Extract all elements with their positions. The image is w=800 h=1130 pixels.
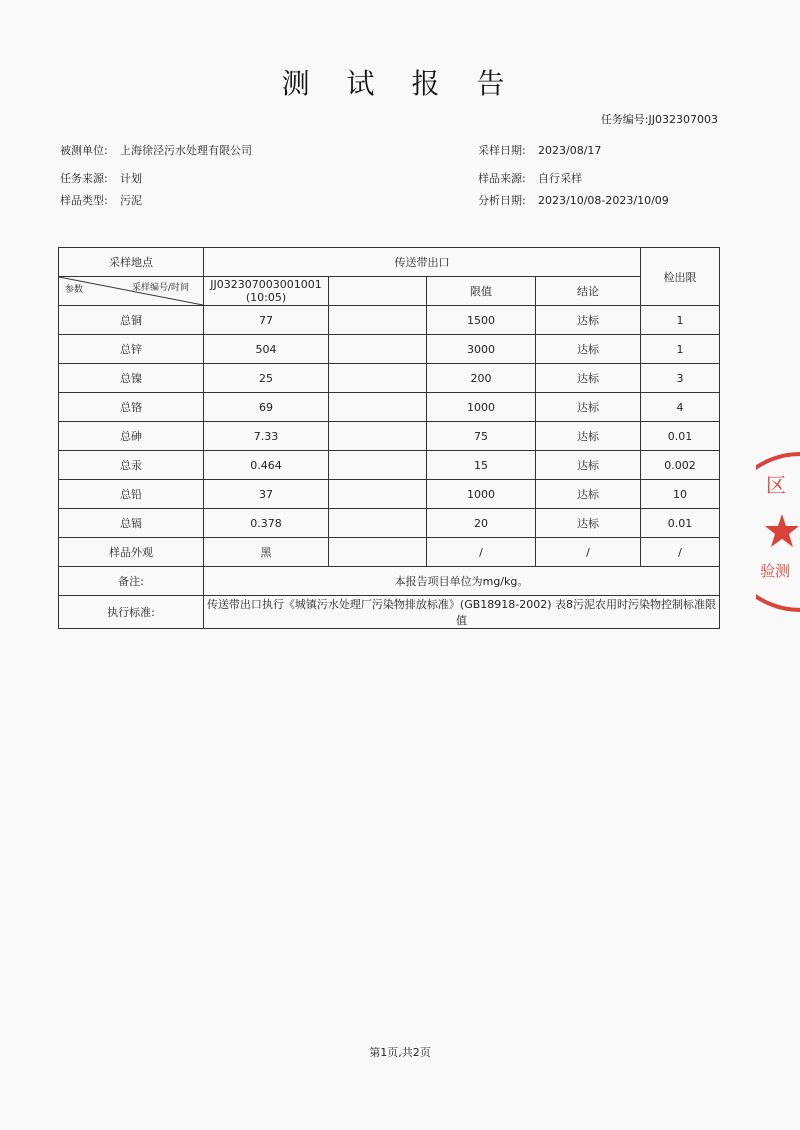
results-table (58, 247, 720, 629)
param-cell: 总铜 (59, 306, 204, 335)
detection-limit-cell: 0.01 (641, 422, 720, 451)
sampling-date-label: 采样日期: (478, 144, 526, 157)
limit-cell: 1000 (427, 393, 536, 422)
value-cell: 0.378 (204, 509, 329, 538)
detection-limit-cell: 3 (641, 364, 720, 393)
task-source-value: 计划 (120, 172, 142, 185)
task-number: 任务编号:JJ032307003 (600, 113, 718, 126)
diagonal-header-cell (59, 277, 204, 306)
svg-text:区: 区 (766, 473, 786, 497)
table-row (59, 480, 720, 509)
sample-source-value: 自行采样 (538, 172, 582, 185)
table-row (59, 335, 720, 364)
analysis-date-value: 2023/10/08-2023/10/09 (538, 194, 669, 207)
detection-limit-cell: / (641, 538, 720, 567)
table-row (59, 364, 720, 393)
detection-limit-header: 检出限 (641, 248, 720, 306)
site-value: 传送带出口 (204, 248, 641, 277)
blank-cell (329, 480, 427, 509)
analysis-date-label: 分析日期: (478, 194, 526, 207)
conclusion-cell: 达标 (536, 335, 641, 364)
site-header: 采样地点 (59, 248, 204, 277)
conclusion-cell: 达标 (536, 422, 641, 451)
param-cell: 总镍 (59, 364, 204, 393)
standard-value: 传送带出口执行《城镇污水处理厂污染物排放标准》(GB18918-2002) 表8污泥农用时污染物控制标准限值 (204, 596, 720, 629)
table-row (59, 306, 720, 335)
sample-type-label: 样品类型: (60, 194, 108, 207)
tested-unit-label: 被测单位: (60, 144, 108, 157)
detection-limit-cell: 1 (641, 306, 720, 335)
blank-cell (329, 306, 427, 335)
value-cell: 7.33 (204, 422, 329, 451)
limit-header: 限值 (427, 277, 536, 306)
limit-cell: 15 (427, 451, 536, 480)
limit-cell: 1000 (427, 480, 536, 509)
report-title: 测 试 报 告 (281, 67, 519, 100)
limit-cell: 3000 (427, 335, 536, 364)
param-cell: 总砷 (59, 422, 204, 451)
table-row (59, 538, 720, 567)
conclusion-cell: 达标 (536, 393, 641, 422)
conclusion-cell: 达标 (536, 364, 641, 393)
sampling-date (478, 142, 601, 158)
table-row (59, 509, 720, 538)
blank-cell (329, 335, 427, 364)
sample-id-cell (204, 277, 329, 306)
table-header-row (59, 248, 720, 277)
blank-cell (329, 422, 427, 451)
limit-cell: 75 (427, 422, 536, 451)
task-source (60, 170, 142, 186)
diag-bottom-label: 参数 (65, 285, 84, 295)
standard-label: 执行标准: (59, 596, 204, 629)
table-row (59, 422, 720, 451)
sample-type-value: 污泥 (120, 194, 142, 207)
sample-id: JJ032307003001001 (210, 278, 322, 291)
value-cell: 504 (204, 335, 329, 364)
blank-cell (329, 509, 427, 538)
remark-row (59, 567, 720, 596)
limit-cell: 200 (427, 364, 536, 393)
detection-limit-cell: 4 (641, 393, 720, 422)
param-cell: 总镉 (59, 509, 204, 538)
param-cell: 总锌 (59, 335, 204, 364)
detection-limit-cell: 10 (641, 480, 720, 509)
param-cell: 总汞 (59, 451, 204, 480)
sampling-date-value: 2023/08/17 (538, 144, 602, 157)
analysis-date (478, 192, 669, 208)
sample-type (60, 192, 142, 208)
conclusion-cell: / (536, 538, 641, 567)
conclusion-cell: 达标 (536, 451, 641, 480)
page-number: 第1页,共2页 (369, 1046, 431, 1059)
svg-text:验测: 验测 (760, 562, 791, 580)
limit-cell: 1500 (427, 306, 536, 335)
value-cell: 37 (204, 480, 329, 509)
value-cell: 77 (204, 306, 329, 335)
value-cell: 69 (204, 393, 329, 422)
blank-cell (329, 451, 427, 480)
limit-cell: / (427, 538, 536, 567)
conclusion-header: 结论 (536, 277, 641, 306)
param-cell: 总铬 (59, 393, 204, 422)
conclusion-cell: 达标 (536, 509, 641, 538)
official-seal (756, 452, 800, 612)
detection-limit-cell: 0.01 (641, 509, 720, 538)
blank-cell (329, 364, 427, 393)
conclusion-cell: 达标 (536, 480, 641, 509)
detection-limit-cell: 0.002 (641, 451, 720, 480)
conclusion-cell: 达标 (536, 306, 641, 335)
diag-top-label: 采样编号/时间 (131, 283, 189, 293)
value-cell: 0.464 (204, 451, 329, 480)
value-cell: 黑 (204, 538, 329, 567)
tested-unit-value: 上海徐泾污水处理有限公司 (120, 144, 252, 157)
results-body (59, 306, 720, 567)
detection-limit-cell: 1 (641, 335, 720, 364)
standard-row (59, 596, 720, 629)
tested-unit (60, 142, 252, 158)
param-cell: 总铅 (59, 480, 204, 509)
sample-source-label: 样品来源: (478, 172, 526, 185)
value-cell: 25 (204, 364, 329, 393)
seal-graphic (756, 452, 800, 612)
param-cell: 样品外观 (59, 538, 204, 567)
blank-cell (329, 393, 427, 422)
limit-cell: 20 (427, 509, 536, 538)
table-subheader-row (59, 277, 720, 306)
sample-time: (10:05) (245, 291, 287, 304)
blank-cell (329, 538, 427, 567)
table-row (59, 393, 720, 422)
empty-header-cell (329, 277, 427, 306)
sample-source (478, 170, 582, 186)
task-source-label: 任务来源: (60, 172, 108, 185)
remark-label: 备注: (59, 567, 204, 596)
remark-value: 本报告项目单位为mg/kg。 (204, 567, 720, 596)
table-row (59, 451, 720, 480)
